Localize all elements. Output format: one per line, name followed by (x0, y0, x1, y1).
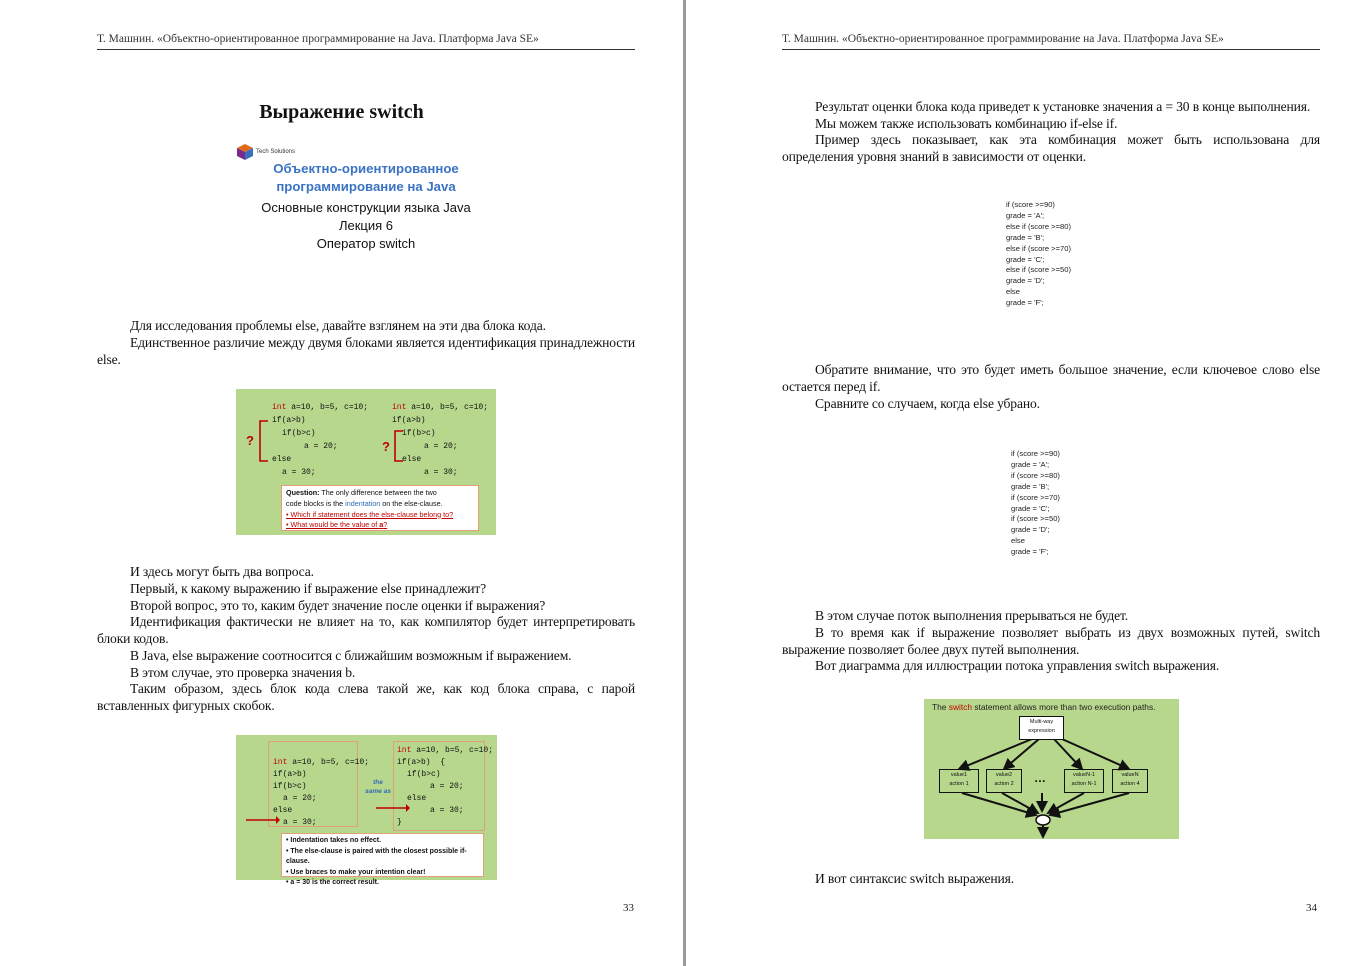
paragraph: Второй вопрос, это то, каким будет значение после оценки if выражения? (130, 598, 546, 613)
question-box: Question: The only difference between the two code blocks is the indentation on the else-clause. • Which if statement does the else-clause belong to? • What would be the value of a? (281, 485, 479, 531)
lecture-line3: Оператор switch (316, 236, 416, 251)
code-block-right: int a=10, b=5, c=10; (392, 403, 489, 412)
page-right: Т. Машнин. «Объектно-ориентированное программирование на Java. Платформа Java SE» Результат оценки блока кода приведет к установке значения a = 30 в конце выполнения. Мы можем также использовать комбинацию if-else if. Пример здесь показывает, как эта комбинация может быть использована для определения уровня знаний в зависимости от оценки. if (score >=90) grade = 'A'; else if (score >=80) grade = 'B'; else if (score >=70) grade = 'C'; else if (score >=50) grade = 'D'; else grade = 'F'; Обратите внимание, что это будет иметь большое значение, если ключевое слово else остается перед if. Сравните со случаем, когда else убрано. if (score >=90) grade = 'A'; if (score >=80) grade = 'B'; if (score >=70) grade = 'C'; if (score >=50) grade = 'D'; else grade = 'F'; В этом случае поток выполнения прерываться не будет. В то время как if выражение позволяет выбрать из двух возможных путей, switch выражение позволяет более двух путей выполнения. Вот диаграмма для иллюстрации потока управления switch выражения. The switch statement allows more than two execution paths. Multi-way expression value1 action 1 value2 action 2 … valueN-1 action N-1 valueN action 4 И вот синтаксис switch выражения. 34 (686, 0, 1369, 966)
paragraph: Таким образом, здесь блок кода слева такой же, как код блока справа, с парой вставленных фигурных скобок. (97, 681, 635, 713)
section-title: Выражение switch (259, 101, 424, 123)
lecture-line1: Основные конструкции языка Java (261, 200, 471, 215)
question-mark: ? (382, 439, 390, 454)
arrow-icon (246, 815, 280, 825)
paragraph: В Java, else выражение соотносится с ближайшим возможным if выражением. (130, 648, 572, 663)
course-title-line2: программирование на Java (276, 179, 456, 194)
header-rule (97, 49, 635, 50)
paragraph: Для исследования проблемы else, давайте взглянем на эти два блока кода. (130, 318, 546, 333)
logo-icon (236, 143, 254, 161)
paragraph: Вот диаграмма для иллюстрации потока управления switch выражения. (815, 658, 1220, 673)
paragraph: Идентификация фактически не влияет на то, как компилятор будет интерпретировать блоки кодов. (97, 614, 635, 646)
diagram-title: The switch statement allows more than two execution paths. (932, 702, 1156, 712)
diagram-case-box: valueN action 4 (1112, 769, 1148, 793)
diagram-expression-box: Multi-way expression (1019, 716, 1064, 740)
diagram-case-box: value1 action 1 (939, 769, 979, 793)
paragraph: И здесь могут быть два вопроса. (130, 564, 314, 579)
paragraph: Результат оценки блока кода приведет к установке значения a = 30 в конце выполнения. (815, 99, 1311, 114)
paragraph: Сравните со случаем, когда else убрано. (815, 396, 1040, 411)
paragraph: В этом случае, это проверка значения b. (130, 665, 356, 680)
lecture-title-image (236, 141, 476, 257)
logo-tag: Tech Solutions (256, 149, 296, 155)
paragraph: Обратите внимание, что это будет иметь большое значение, если ключевое слово else остается перед if. (782, 362, 1320, 394)
page-left (0, 0, 683, 966)
paragraph: Мы можем также использовать комбинацию if-else if. (815, 116, 1118, 131)
diagram-case-box: value2 action 2 (986, 769, 1022, 793)
same-as-label: the same as (365, 779, 391, 795)
arrow-icon (376, 803, 410, 813)
code-slide-1: int a=10, b=5, c=10; if(a>b) if(b>c) a = 20; else a = 30; ? int a=10, b=5, c=10; if(a>b) if(b>c) a = 20; else a = 30; ? Question: The only difference between the two code blocks is the indentation on the else-clause. • Which if statement does the else-clause belong to? • What would be the value of a? (236, 389, 496, 535)
paragraph: Первый, к какому выражению if выражение else принадлежит? (130, 581, 487, 596)
header-rule (782, 49, 1320, 50)
page-number: 34 (1306, 902, 1317, 914)
bracket-icon (391, 429, 405, 463)
bracket-icon (256, 419, 270, 463)
question-mark: ? (246, 433, 254, 448)
paragraph: И вот синтаксис switch выражения. (815, 871, 1014, 886)
switch-diagram (924, 699, 1179, 839)
notes-box: • Indentation takes no effect. • The else-clause is paired with the closest possible if-clause. • Use braces to make your intention clear! • a = 30 is the correct result. (281, 833, 484, 877)
page-number: 33 (623, 902, 634, 914)
paragraph: Единственное различие между двумя блоками является идентификация принадлежности else. (97, 335, 635, 367)
code-block-left: int a=10, b=5, c=10; (272, 403, 369, 412)
code-slide-2: int a=10, b=5, c=10; if(a>b) if(b>c) a = 20; else a = 30; the same as int a=10, b=5, c=10; if(a>b) { if(b>c) a = 20; else a = 30; } • Indentation takes no effect. • The else-clause is paired with the closest possible if-clause. • Use braces to make your intention clear! • a = 30 is the correct result. (236, 735, 497, 880)
page-header: Т. Машнин. «Объектно-ориентированное программирование на Java. Платформа Java SE» (97, 33, 539, 45)
paragraph: В то время как if выражение позволяет выбрать из двух возможных путей, switch выражение позволяет более двух путей выполнения. (782, 625, 1320, 657)
page-header: Т. Машнин. «Объектно-ориентированное программирование на Java. Платформа Java SE» (782, 33, 1224, 45)
diagram-ellipsis: … (1034, 771, 1046, 785)
lecture-line2: Лекция 6 (338, 218, 394, 233)
course-title-line1: Объектно-ориентированное (273, 161, 459, 176)
paragraph: В этом случае поток выполнения прерываться не будет. (815, 608, 1128, 623)
diagram-case-box: valueN-1 action N-1 (1064, 769, 1104, 793)
paragraph: Пример здесь показывает, как эта комбинация может быть использована для определения уровня знаний в зависимости от оценки. (782, 132, 1320, 164)
